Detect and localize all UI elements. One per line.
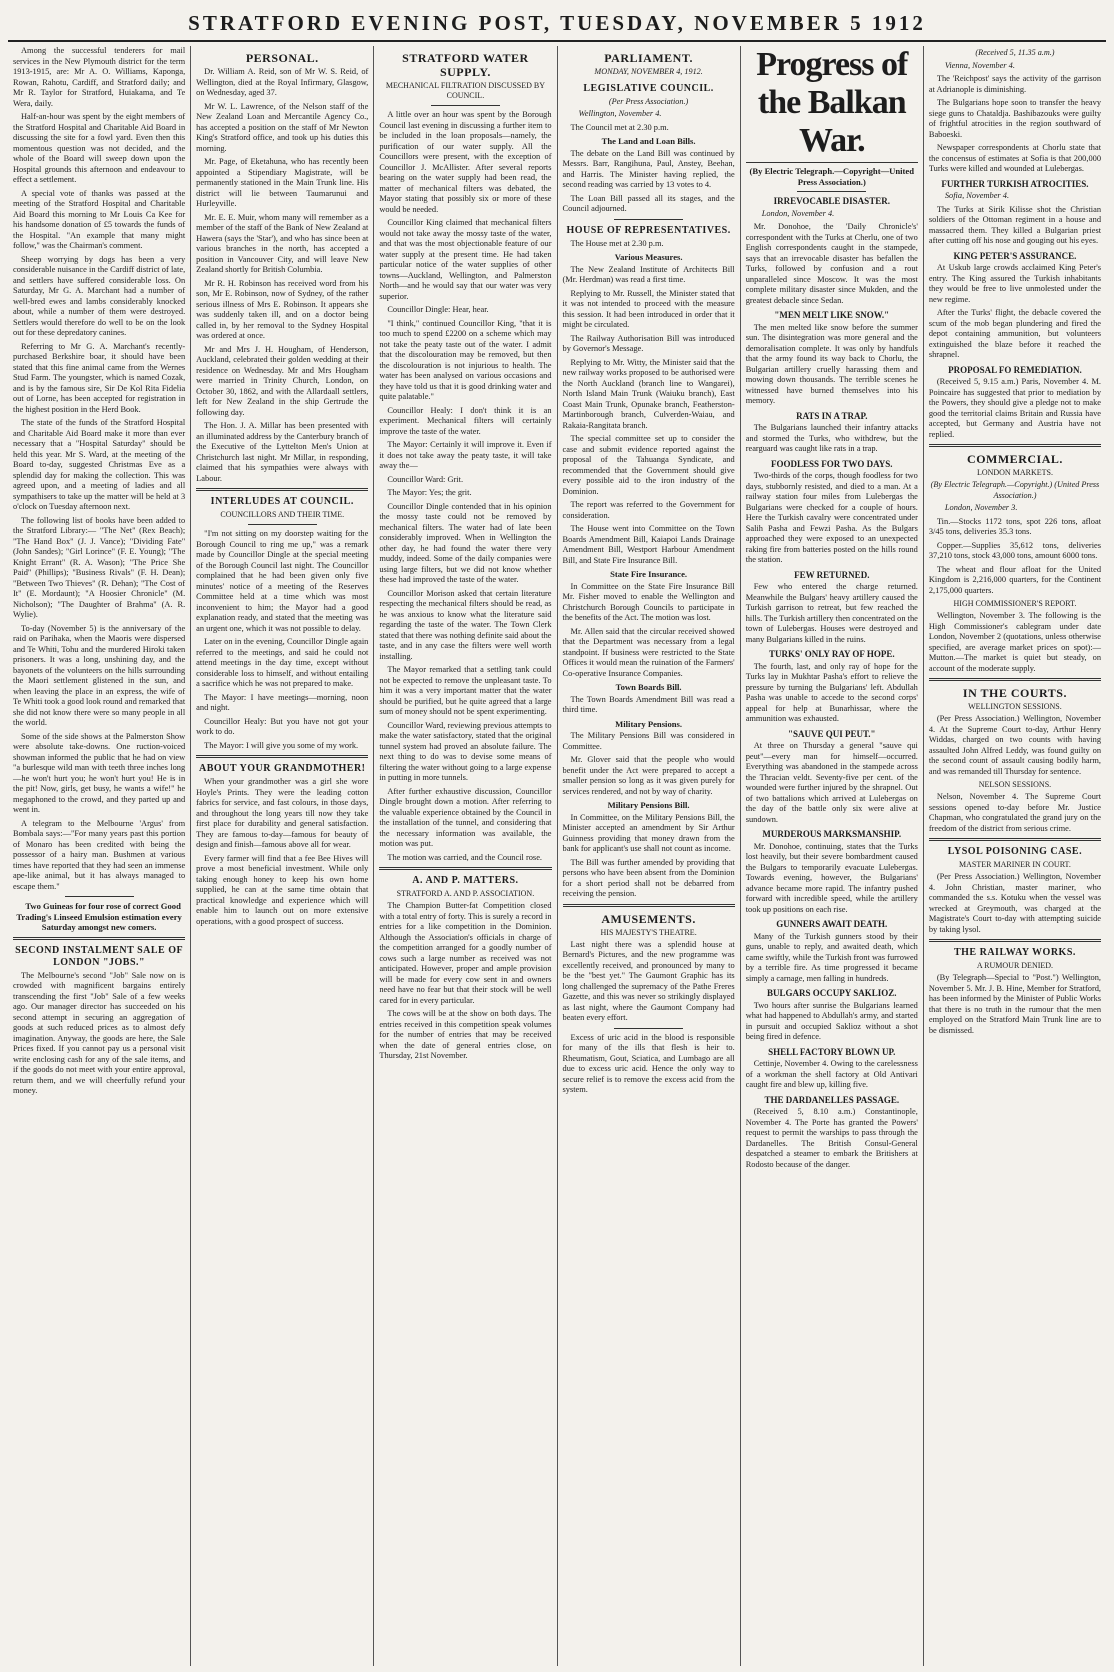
divider	[929, 838, 1101, 841]
news-paragraph: The House met at 2.30 p.m.	[570, 238, 664, 248]
divider	[196, 755, 368, 758]
headline-grandmother: ABOUT YOUR GRANDMOTHER!	[199, 763, 366, 774]
parliament-date: MONDAY, NOVEMBER 4, 1912.	[594, 67, 703, 76]
subhead-town-boards: Town Boards Bill.	[615, 682, 682, 692]
news-paragraph: The Mayor: Yes; the grit.	[387, 488, 472, 497]
news-paragraph: Mr. Donohoe, the 'Daily Chronicle's' correspondent with the Turks at Cherlu, one of two English correspondents caught in the stampede, says that an irrevocable disaster has befallen the Turks, followed by confusion and a rout unparalleled since Moscow. It was the most complete military disaster since Mukden, and the greatest debacle since Sedan.	[745, 222, 918, 305]
subhead-military-bill: Military Pensions Bill.	[607, 800, 690, 810]
news-paragraph: A telegram to the Melbourne 'Argus' from Bombala says:—"For many years past this portion of Monaro has been credited with being the possessor of a hairy man. Bushmen at various times have reported that they had seen an immense ape-like animal, but it has always managed to escape them."	[13, 818, 186, 891]
news-paragraph: "I think," continued Councillor King, "that it is too much to spend £2200 on a scheme which may not take the peaty taste out of the water. I admit that the discolouration may be removed, but then the discolouration is not injurious to health. The water has been analysed on various occasions and they have told us that it is good drinking water and quite palatable."	[379, 318, 552, 401]
news-paragraph: Two-thirds of the corps, though foodless for two days, stubbornly resisted, and died to a man. At a railway station four miles from Lulebergas the Bulgarians were checked for a couple of hours. Here the Turkish cavalry were concentrated under Salih Pasha and Fewzi Pasha. As the Bulgars approached they were exposed to an unexpected raking fire from batteries posted on the hills round the station.	[745, 471, 918, 564]
news-paragraph: The special committee set up to consider the case and submit evidence reported against the proposal of the Tahuanga Syndicate, and recommended that the Government should give every possible aid to the iron industry of the Dominion.	[562, 434, 735, 496]
news-paragraph: The New Zealand Institute of Architects Bill (Mr. Herdman) was read a first time.	[562, 264, 735, 284]
column-3	[374, 46, 557, 1666]
divider	[614, 219, 683, 220]
column-6	[924, 46, 1106, 1666]
news-paragraph: Mr. E. E. Muir, whom many will remember as a member of the staff of the Bank of New Zealand at Hawera (says the 'Star'), and who has since been at various branches in the north, has accepted a position in Vancouver City, and will leave New Zealand shortly for British Columbia.	[196, 212, 369, 274]
news-paragraph: The Town Boards Amendment Bill was read a third time.	[562, 694, 735, 714]
news-paragraph: The Loan Bill passed all its stages, and the Council adjourned.	[562, 193, 735, 213]
headline-personal: PERSONAL.	[245, 51, 319, 65]
news-paragraph: "I'm not sitting on my doorstep waiting for the Borough Council to ring me up," was a remark made by Councillor Dingle at the special meeting of the Borough Council last night. The Councillor complained that he had been given only five minutes' notice of a meeting of the Reserves Committee held at a time which was most inconvenient to him; the Mayor had a good explanation ready, and stated that the meeting was an urgent one, which it was not possible to delay.	[196, 529, 369, 633]
headline-amusements: AMUSEMENTS.	[601, 911, 696, 926]
news-paragraph: (Per Press Association.) Wellington, November 4. John Christian, master mariner, who commanded the s.s. Kotuku when the vessel was wrecked at Greymouth, was charged at the Magistrate's Court to-day with attempting suicide by taking lysol.	[928, 872, 1102, 934]
news-paragraph: The Melbourne's second "Job" Sale now on is crowded with magnificent bargains entirely transcending the first "Job" Sale of a few weeks ago. Our manager director has succeeded on his second attempt in securing an aggregation of goods at such reduced prices as to almost defy imagination. Anyway, the goods are here, the Sale Prices fixed. If you cannot pay us a personal visit write enclosing cash for any of the sale items, and if the goods do not meet with your entire approval, return them, and we will cheerfully refund your money.	[13, 970, 186, 1095]
news-paragraph: (Per Press Association.) Wellington, November 4. At the Supreme Court to-day, Arthur Henry Widdas, charged on two counts with having assaulted John Alfred Leddy, was found guilty on the second count of assault causing bodily harm, and was remanded till Thursday for sentence.	[928, 714, 1102, 776]
divider	[563, 904, 735, 907]
masthead-date: TUESDAY, NOVEMBER 5 1912	[560, 10, 926, 35]
news-paragraph: Replying to Mr. Witty, the Minister said that the new railway works proposed to be authorised were the North Auckland (branch line to Wangarei), North Island Main Trunk (Waiuku branch), East Coast Main Trunk, Opunake branch, Featherston-Martinborough branch, Culverden-Waiau, and Rakaia-Rangitata branch.	[562, 357, 735, 430]
divider	[248, 524, 317, 525]
headline-water-supply: STRATFORD WATER SUPPLY.	[402, 51, 529, 79]
column-4	[558, 46, 741, 1666]
news-paragraph: Last night there was a splendid house at Bernard's Pictures, and the new programme was excellently received, and pronounced by many to be the "best yet." The Gaumont Graphic has its long challenged the supremacy of the Pathe Freres Gazette, and this was never so strikingly displayed as last night, where the Gaumont Company had beaten every effort.	[562, 939, 735, 1022]
news-paragraph: The Mayor: I will give you some of my work.	[204, 740, 359, 750]
news-paragraph: Mr R. H. Robinson has received word from his son, Mr E. Robinson, now of Sydney, of the rather serious illness of Mrs E. Robinson. It appears she was suddenly taken ill, and on a doctor being called in, by her removal to the Sydney Hospital was ordered at once.	[196, 278, 369, 340]
news-paragraph: The state of the funds of the Stratford Hospital and Charitable Aid Board make it more than ever necessary that a "Hospital Saturday" should be held this year. Mr S. Ward, at the meeting of the Board to-day, suggested Christmas Eve as a splendid day for making the collection. This was agreed upon, and a meeting of ladies and all sympathisers to take up the matter will be held at 3 o'clock on Tuesday afternoon next.	[13, 418, 186, 511]
divider	[65, 896, 134, 897]
subhead-marksmanship: MURDEROUS MARKSMANSHIP.	[762, 829, 902, 839]
divider	[929, 939, 1101, 942]
subhead-fire-insurance: State Fire Insurance.	[610, 569, 688, 579]
subhead-military: Military Pensions.	[615, 718, 683, 729]
news-paragraph: Councillor Morison asked that certain literature respecting the mechanical filters should be read, as he was anxious to know what the literature said regarding the taste of the water. The Town Clerk stated that there was nothing definite said about the taste, and in any case the filters were well worth installing.	[379, 588, 552, 661]
news-paragraph: The Council met at 2.30 p.m.	[570, 122, 669, 132]
news-paragraph: When your grandmother was a girl she wore Hoyle's Prints. They were the leading cotton fabrics for service, and fast colours, in those days, and throughout the long years till now they take first place for durability and general satisfaction. They are famous to-day—famous for beauty of design and finish—famous above all for wear.	[196, 777, 369, 849]
news-paragraph: The 'Reichpost' says the activity of the garrison at Adrianople is diminishing.	[928, 74, 1102, 94]
news-paragraph: Cettinje, November 4. Owing to the carelessness of a workman the shell factory at Old Antivari caught fire and blew up, killing five.	[745, 1059, 918, 1089]
news-paragraph: Nelson, November 4. The Supreme Court sessions opened to-day before Mr. Justice Chapman, who congratulated the grand jury on the freedom of the district from serious crime.	[928, 792, 1102, 833]
column-2	[191, 46, 374, 1666]
subheadline-interludes: COUNCILLORS AND THEIR TIME.	[220, 510, 345, 519]
news-paragraph: Among the successful tenderers for mail services in the New Plymouth district for the term 1913-1915, are: Mr A. O. Williams, Kaponga, Rowan, Rahotu, Cardiff, and Stratford daily; and Mr R. Taylor for Stratford, Huiakama, and Te Wera, daily.	[13, 46, 186, 108]
news-paragraph: The men melted like snow before the summer sun. The disintegration was more general and the demoralisation complete. It was only by handfuls that the army found its way back to Chorlu, the Bulgarian artillery cruelly harassing them and mowing down thousands. The terrible scenes he witnessed have burned themselves into his memory.	[745, 322, 918, 405]
subhead-few-returned: FEW RETURNED.	[794, 569, 870, 580]
subhead-melt: "MEN MELT LIKE SNOW."	[774, 310, 890, 320]
subhead-atrocities: FURTHER TURKISH ATROCITIES.	[941, 178, 1089, 189]
dateline: Wellington, November 4.	[578, 109, 662, 118]
subhead-various: Various Measures.	[614, 252, 683, 262]
subhead-ray-of-hope: TURKS' ONLY RAY OF HOPE.	[768, 649, 895, 659]
news-paragraph: The Mayor remarked that a settling tank could not be expected to remove the unpleasant taste. To him it was a very important matter that the water should be purified, but he quite agreed that a large sum of money should not be spent experimenting.	[379, 665, 552, 716]
subheadline-a-and-p: STRATFORD A. AND P. ASSOCIATION.	[396, 889, 535, 898]
subheadline-nelson-sessions: NELSON SESSIONS.	[978, 780, 1052, 789]
subhead-dardanelles: THE DARDANELLES PASSAGE.	[764, 1094, 900, 1105]
news-paragraph: The Bulgarians launched their infantry attacks and stormed the Turks, who withdrew, but the rearguard was caught like rats in a trap.	[745, 423, 918, 453]
news-paragraph: The report was referred to the Government for consideration.	[562, 500, 735, 520]
subheadline-theatre: HIS MAJESTY'S THEATRE.	[600, 927, 697, 937]
headline-railway-works: THE RAILWAY WORKS.	[953, 947, 1076, 958]
subhead-sauve-qui-peut: "SAUVE QUI PEUT."	[787, 728, 876, 739]
news-paragraph: Every farmer will find that a fee Bee Hives will prove a most beneficial investment. While only taking enough honey to keep his own home supplied, he can at the same time obtain that practical knowledge and experience which will enable him to launch out on more extensive operations, with a good prospect of success.	[196, 853, 369, 926]
news-paragraph: Mr. Page, of Eketahuna, who has recently been appointed a Stipendiary Magistrate, will be permanently stationed in the Main Trunk line. His district will lie between Taumarunui and Hurleyville.	[196, 157, 369, 208]
news-paragraph: Councillor Ward, reviewing previous attempts to make the water satisfactory, stated that the original tunnel system had proved an absolute failure. The next thing to do was to devise some means of filtering the water without going to a large expense in putting in more tunnels.	[379, 720, 552, 782]
news-paragraph: The House went into Committee on the Town Boards Amendment Bill, Kaiapoi Lands Drainage Amendment Bill, Westport Harbour Amendment Bill, and State Fire Insurance Bill.	[562, 524, 735, 565]
news-paragraph: (Received 5, 8.10 a.m.) Constantinople, November 4. The Porte has granted the Powers' request to permit the warships to pass through the Dardanelles. The British Consul-General despatched a steamer to embark the Britishers at Rodosto because of the danger.	[745, 1107, 918, 1169]
news-paragraph: The Mayor: Certainly it will improve it. Even if it does not take away the peaty taste, it will take away the—	[379, 440, 552, 470]
subheadline-high-commissioner: HIGH COMMISSIONER'S REPORT.	[953, 599, 1077, 608]
news-paragraph: The Bulgarians hope soon to transfer the heavy siege guns to Chataldja. Bashibazouks were guilty of frightful atrocities in the region southward of Baboeski.	[928, 98, 1102, 139]
masthead-paper-name: STRATFORD EVENING POST,	[188, 10, 553, 35]
dateline: London, November 4.	[761, 208, 835, 218]
divider	[797, 191, 866, 192]
headline-courts: IN THE COURTS.	[962, 686, 1067, 700]
news-paragraph: Councillor King claimed that mechanical filters would not take away the mossy taste of the water, and that was the most objectionable feature of our water supply at the present time. He had taken particular notice of the water supplies of other towns—Auckland, Wellington, and Palmerston North—and he would say that our water was very superior.	[379, 218, 552, 301]
press-credit: (Per Press Association.)	[608, 96, 689, 106]
news-paragraph: Few who entered the charge returned. Meanwhile the Bulgars' heavy artillery caused the Turkish garrison to retreat, but few reached the hills. The Turkish artillery then concentrated on the town of Lulebergas. Houses were destroyed and many Bulgarians killed in the ruins.	[745, 582, 918, 644]
news-paragraph: Half-an-hour was spent by the eight members of the Stratford Hospital and Charitable Aid Board in discussing the site for a fowl yard. Even then this momentous question was not decided, and the whole of the Board will sweep down upon the Hospital grounds this afternoon and endeavour to effect a settlement.	[13, 112, 186, 184]
news-paragraph: Councillor Healy: But you have not got your work to do.	[196, 716, 369, 736]
divider	[379, 867, 551, 870]
divider	[431, 105, 500, 106]
news-paragraph: The fourth, last, and only ray of hope for the Turks lay in Mukhtar Pasha's effort to relieve the pressure by turning the Bulgarians' left. Abdullah Pasha was unable to accede to the second corps' appeal for help at Bunarhissar, where the ammunition was exhausted.	[745, 661, 918, 723]
headline-lysol: LYSOL POISONING CASE.	[947, 846, 1083, 857]
subhead-remediation: PROPOSAL FO REMEDIATION.	[948, 364, 1082, 375]
news-paragraph: At three on Thursday a general "sauve qui peut"—every man for himself—occurred. Everything was abandoned in the stampede across the Thracian veldt. Seventy-five per cent. of the wounded were further injured by the shrapnel. Out of two battalions which arrived at Lulebergas on the day of the battle only six were alive at sundown.	[745, 741, 918, 824]
news-paragraph: The Bill was further amended by providing that persons who have been absent from the Dominion for a short period shall not be debarred from receiving the pension.	[562, 857, 735, 898]
news-paragraph: Many of the Turkish gunners stood by their guns, unable to reply, and awaited death, which came swiftly, while the Turkish front was furrowed by a terrible fire. As time progressed it became simply a carnage, men falling in hundreds.	[745, 931, 918, 983]
subhead-disaster: IRREVOCABLE DISASTER.	[773, 196, 890, 206]
headline-house: HOUSE OF REPRESENTATIVES.	[566, 224, 731, 236]
headline-commercial: COMMERCIAL.	[967, 452, 1063, 466]
columns	[8, 46, 1106, 1666]
telegraph-credit: (By Electric Telegraph.—Copyright.) (United Press Association.)	[930, 480, 1100, 500]
news-paragraph: In Committee, on the Military Pensions Bill, the Minister accepted an amendment by Sir Arthur Guinness providing that money drawn from the bank for applicant's use shall not count as income.	[562, 812, 735, 853]
news-paragraph: The Turks at Sirik Kilisse shot the Christian soldiers of the Ottoman regiment in a house and massacred them. They killed a Bulgarian priest after cutting off his nose and gouging out his eyes.	[928, 204, 1102, 245]
advert-line: Two Guineas for four rose of correct Good Trading's Linseed Emulsion estimation every Saturday amongst new comers.	[16, 901, 182, 932]
news-paragraph: Dr. William A. Reid, son of Mr W. S. Reid, of Wellington, died at the Royal Infirmary, Glasgow, on Wednesday, aged 37.	[196, 67, 369, 97]
column-1	[8, 46, 191, 1666]
telegraph-credit: (By Electric Telegraph.—Copyright—United Press Association.)	[749, 166, 914, 187]
dateline: London, November 3.	[944, 503, 1018, 512]
dateline: Sofia, November 4.	[944, 191, 1010, 200]
headline-parliament: PARLIAMENT.	[604, 51, 693, 65]
divider	[929, 678, 1101, 681]
subheadline-rumour-denied: A RUMOUR DENIED.	[976, 961, 1054, 970]
news-paragraph: The Hon. J. A. Millar has been presented with an illuminated address by the Canterbury branch of the Executive of the Lyttelton Men's Union at Christchurch last night. Mr Millar, in responding, claimed that his sympathies were always with Labour.	[196, 421, 369, 483]
headline-balkan-war: Progress of the Balkan War.	[746, 46, 918, 163]
news-paragraph: Excess of uric acid in the blood is responsible for many of the ills that flesh is heir to. Rheumatism, Gout, Sciatica, and Lumbago are all due to excess uric acid. Hence the only way to secure relief is to remove the excess acid from the system.	[562, 1032, 735, 1094]
news-paragraph: Councillor Healy: I don't think it is an experiment. Mechanical filters will certainly improve the taste of the water.	[379, 405, 552, 436]
news-paragraph: To-day (November 5) is the anniversary of the raid on Parihaka, when the Maoris were dispersed and Te Whiti, Tohu and the murdered Hiroki taken prisoners. It was a long, unshining day, and the bayonets of the volunteers on the hills surrounding the Maori settlement glistened in the sun, and when leaving the place in an express, the wife of Te Whiti took a good look round and remarked that she did not know there were so many people in all the world.	[13, 623, 186, 727]
divider	[196, 488, 368, 491]
subheadline-water-supply: MECHANICAL FILTRATION DISCUSSED BY COUNCIL.	[385, 81, 546, 100]
subhead-land-bills: The Land and Loan Bills.	[601, 136, 696, 146]
news-paragraph: The Military Pensions Bill was considered in Committee.	[562, 731, 735, 751]
headline-interludes: INTERLUDES AT COUNCIL.	[210, 496, 354, 507]
news-paragraph: A special vote of thanks was passed at the meeting of the Stratford Hospital and Charitable Aid Board this morning to Mr Louis Ca Kee for his handsome donation of £5 towards the funds of the Hospital. "An example that many might follow," was the Chairman's comment.	[13, 188, 186, 250]
divider	[13, 937, 185, 940]
subheadline-wellington-sessions: WELLINGTON SESSIONS.	[968, 702, 1062, 711]
divider	[614, 1028, 683, 1029]
subhead-saklioz: BULGARS OCCUPY SAKLIOZ.	[767, 988, 897, 998]
news-paragraph: The motion was carried, and the Council rose.	[387, 852, 543, 862]
news-paragraph: The cows will be at the show on both days. The entries received in this competition speak volumes for the number of entries that may be received when the date of general entries close, on Thursday, 21st November.	[379, 1009, 552, 1060]
news-paragraph: Newspaper correspondents at Chorlu state that the concensus of estimates at Sofia is that 200,000 Turks were killed and wounded at Lulebergas.	[928, 143, 1102, 173]
news-paragraph: (By Telegraph—Special to "Post.") Wellington, November 5. Mr. J. B. Hine, Member for Stratford, has been informed by the Minister of Public Works that there is no truth in the rumour that the men employed on the Stratford Main Trunk line are to be dismissed.	[928, 973, 1102, 1035]
news-paragraph: Mr. Glover said that the people who would benefit under the Act were prepared to accept a smaller pension so long as it was given purely for services rendered, and not by way of charity.	[562, 755, 735, 796]
news-paragraph: Sheep worrying by dogs has been a very considerable nuisance in the Cardiff district of late, and settlers have suffered considerable loss. On Saturday, Mr G. A. Marchant had a number of well-bred ewes and lambs considerably knocked about, while a number of them were destroyed. Settlers would therefore do well to be on the look out for these depredatory canines.	[13, 254, 186, 337]
subhead-shell-factory: SHELL FACTORY BLOWN UP.	[768, 1046, 896, 1057]
masthead	[8, 6, 1106, 42]
news-paragraph: Mr and Mrs J. H. Hougham, of Henderson, Auckland, celebrated their golden wedding at their residence on Wednesday. Mr and Mrs Hougham were married in Trinity Church, London, on October 30, 1862, and with the Allardaall settlers, left for New Zealand in the ship Gertrude the following day.	[196, 344, 369, 417]
news-paragraph: Two hours after sunrise the Bulgarians learned what had happened to Abdullah's army, and started in pursuit and occupied Saklioz without a shot being fired in defence.	[745, 1000, 918, 1041]
received-time: (Received 5, 11.35 a.m.)	[975, 48, 1055, 57]
column-5	[741, 46, 924, 1666]
news-paragraph: Mr W. L. Lawrence, of the Nelson staff of the New Zealand Loan and Mercantile Agency Co., has accepted a position on the staff of Mr Newton King's Stratford office, and took up his duties this morning.	[196, 101, 369, 153]
news-paragraph: Mr. Donohoe, continuing, states that the Turks lost heavily, but their severe bombardment caused the Bulgars to temporarily evacuate Lulebergas. Towards evening, however, the Bulgarians' advance became more rapid. The infantry pushed forward with incredible speed, while the artillery took up positions on each rise.	[745, 841, 918, 914]
news-paragraph: The Champion Butter-fat Competition closed with a total entry of forty. This is surely a record in entries for a like competition in the Dominion. Although the Association's officials in charge of the competition arranged for a goodly number of cows such a large number as received was not anticipated. However, proper and ample provision will be made for every cow sent in and owners need have no fear but that their stock will be well cared for in every particular.	[379, 901, 552, 1005]
subhead-king-peter: KING PETER'S ASSURANCE.	[953, 250, 1077, 261]
news-paragraph: A little over an hour was spent by the Borough Council last evening in discussing a further item to be included in the loan proposals—namely, the purification of our water supply. All the Councillors were present, with the exception of Councillor J. McAllister. After several reports bearing on the water supply had been read, the matter of mechanical filters was debated, the Mayor stating that possibly six or more of these would be needed.	[379, 110, 552, 214]
news-paragraph: After the Turks' flight, the debacle covered the scum of the mob began plundering and fired the depot containing ammunition, but volunteers extinguished the blaze before it reached the shrapnel.	[928, 308, 1102, 359]
news-paragraph: Some of the side shows at the Palmerston Show were absolute take-downs. One ruction-voiced showman informed the public that he had on view "a burlesque wild man with teeth three inches long—he won't hurt you; he won't hurt you! He is in the pit! Now, girls, get busy, he wants a wife!" he megaphoned to the crowd, and they parted up and went in.	[13, 731, 186, 814]
news-paragraph: Mr. Allen said that the circular received showed that the Department was necessary from a legal standpoint. If business were restricted to the State Offices it would mean the ruination of the Farmers' Co-operative Insurance Companies.	[562, 626, 735, 678]
news-paragraph: (Received 5, 9.15 a.m.) Paris, November 4. M. Poincaire has suggested that prior to mediation by the Powers, they should give a pledge not to make good the territorial claims Britain and Russia have accepted, but Germany and Austria have not replied.	[928, 377, 1102, 439]
news-paragraph: Copper.—Supplies 35,612 tons, deliveries 37,210 tons, stock 43,000 tons, amount 6000 tons.	[928, 540, 1102, 560]
divider	[929, 444, 1101, 447]
news-paragraph: The Mayor: I have meetings—morning, noon and night.	[196, 692, 369, 712]
subhead-rats: RATS IN A TRAP.	[796, 410, 868, 421]
news-paragraph: Councillor Dingle: Hear, hear.	[387, 305, 489, 314]
dateline: Vienna, November 4.	[944, 60, 1015, 70]
news-paragraph: Councillor Dingle contended that in his opinion the mossy taste could not be removed by mechanical filters. The water had of late been considerably improved. When in Wellington the other day, he had found the water there very muddy, indeed. Some of the daily companies were using large filters, but we did not know whether these had improved the taste of the water.	[379, 501, 552, 584]
headline-a-and-p: A. AND P. MATTERS.	[412, 875, 519, 886]
news-paragraph: Wellington, November 3. The following is the High Commissioner's cablegram under date London, November 2 (quotations, unless otherwise specified, are average market prices on spot):— Mutton.—The market is quiet but steady, on account of the moderate supply.	[928, 611, 1102, 673]
news-paragraph: After further exhaustive discussion, Councillor Dingle brought down a motion. After referring to the valuable experience obtained by the Council in the installation of the tunnel, and considering that the necessary information was available, the motion was put.	[379, 786, 552, 848]
subhead-foodless: FOODLESS FOR TWO DAYS.	[771, 458, 893, 469]
news-paragraph: At Uskub large crowds acclaimed King Peter's entry. The King assured the Turkish inhabitants they would be free to live unmolested under the new regime.	[928, 263, 1102, 304]
news-paragraph: The wheat and flour afloat for the United Kingdom is 2,216,000 quarters, for the Continent 2,175,000 quarters.	[928, 564, 1102, 595]
news-paragraph: Replying to Mr. Russell, the Minister stated that it was not intended to proceed with the measure this session. It had been introduced in order that it might be circulated.	[562, 288, 735, 329]
subheadline-master-mariner: MASTER MARINER IN COURT.	[959, 860, 1071, 869]
news-paragraph: The Railway Authorisation Bill was introduced by Governor's Message.	[562, 333, 735, 353]
headline-legislative-council: LEGISLATIVE COUNCIL.	[583, 82, 714, 94]
subheadline-london-markets: LONDON MARKETS.	[976, 468, 1053, 477]
subhead-gunners: GUNNERS AWAIT DEATH.	[776, 919, 888, 929]
news-paragraph: Referring to Mr G. A. Marchant's recently-purchased Berkshire boar, it should have been stated that this fine animal came from the Wernes Stud Farm. The youngster, which is named Cozak, and is by the famous sire, Sir De Kol Rita Fidelia out of Lorne, has been accepted for registration in the highest position in the Herd Book.	[13, 341, 186, 414]
news-paragraph: Councillor Ward: Grit.	[387, 474, 464, 484]
headline-job-sale: SECOND INSTALMENT SALE OF LONDON "JOBS."	[15, 944, 184, 968]
news-paragraph: Tin.—Stocks 1172 tons, spot 226 tons, afloat 3/45 tons, deliveries 35.3 tons.	[928, 516, 1102, 536]
news-paragraph: The debate on the Land Bill was continued by Messrs. Barr, Rangihuna, Paul, Anstey, Beehan, and Harris. The Minister having replied, the second reading was carried by 13 votes to 4.	[562, 148, 735, 189]
news-paragraph: The following list of books have been added to the Stratford Library:— "The Net" (Rex Beach); "The Hand Box" (J. J. Vance); "Dividing Fate" (John Sandes); "Girl Lorince" (F. E. Young); "The Knight Errant" (R. A. Wason); "The Price She Paid" (Phillips); "Business Rivals" (F. H. Dean); "Between Two Thieves" (R. Dehan); "The Cost of It" (E. Mordaunt); "A Hoosier Chronicle" (M. Nicholson); "The Daughter of Brahma" (A. R. Wylie).	[13, 515, 186, 619]
news-paragraph: Later on in the evening, Councillor Dingle again referred to the meetings, and said he could not attend meetings in the day time, except without considerable loss to himself, and without entailing a sacrifice which he was not prepared to make.	[196, 637, 369, 688]
news-paragraph: In Committee on the State Fire Insurance Bill Mr. Fisher moved to enable the Wellington and Christchurch Borough Councils to participate in the benefits of the Act. The motion was lost.	[562, 581, 735, 622]
